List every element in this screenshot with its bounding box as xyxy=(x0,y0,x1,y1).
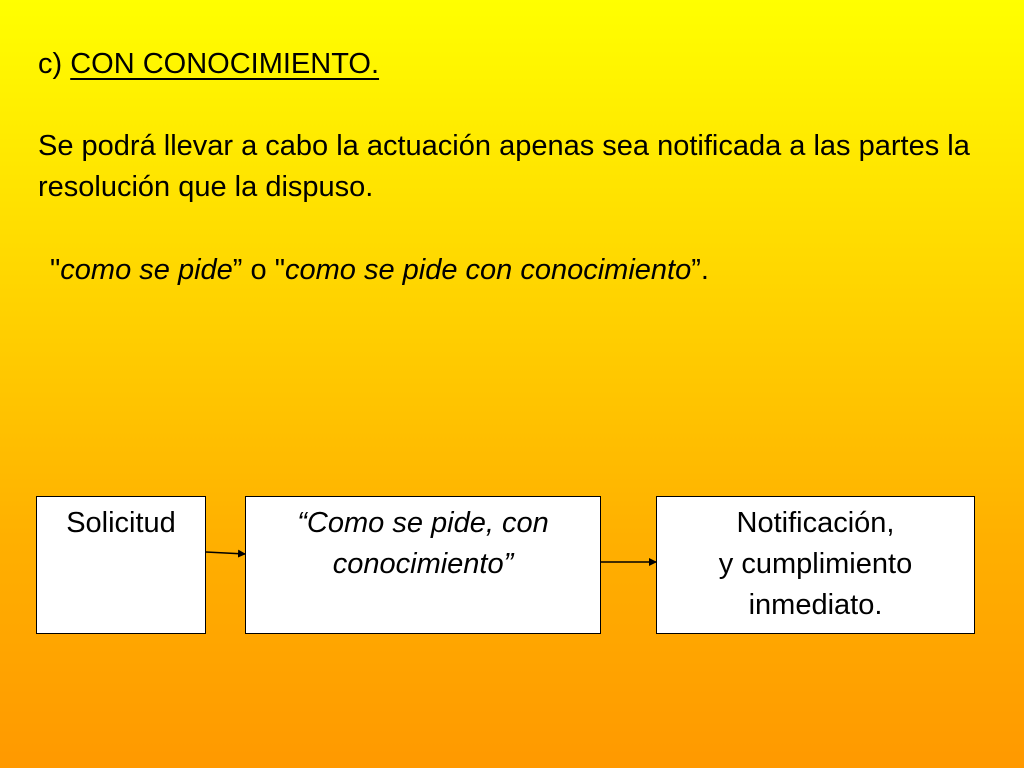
flow-box-solicitud xyxy=(36,496,206,634)
flow-box-line: Solicitud xyxy=(66,507,176,539)
flow-box-notificacion xyxy=(656,496,975,634)
slide-heading xyxy=(38,44,379,84)
heading-prefix: c) xyxy=(38,48,71,80)
flow-box-line: “Como se pide, con xyxy=(297,507,549,539)
flow-box-line: Notificación, xyxy=(736,507,895,539)
quote-end: ”. xyxy=(691,254,709,286)
quote-phrase-2: como se pide con conocimiento xyxy=(285,254,692,286)
flow-box-como-se-pide xyxy=(245,496,601,634)
heading-suffix: . xyxy=(370,48,380,80)
quote-connector: ” o " xyxy=(232,254,285,286)
quote-open: " xyxy=(50,254,61,286)
flow-arrow-1 xyxy=(206,552,245,554)
flow-box-line: conocimiento” xyxy=(332,548,514,580)
heading-title: CON CONOCIMIENTO xyxy=(70,48,371,80)
flow-box-line: inmediato. xyxy=(748,589,883,621)
flow-box-line: y cumplimiento xyxy=(718,548,913,580)
quote-line xyxy=(50,250,709,290)
description-paragraph: Se podrá llevar a cabo la actuación apenas sea notificada a las partes la resolución que la dispuso. xyxy=(38,130,970,203)
quote-phrase-1: como se pide xyxy=(60,254,233,286)
